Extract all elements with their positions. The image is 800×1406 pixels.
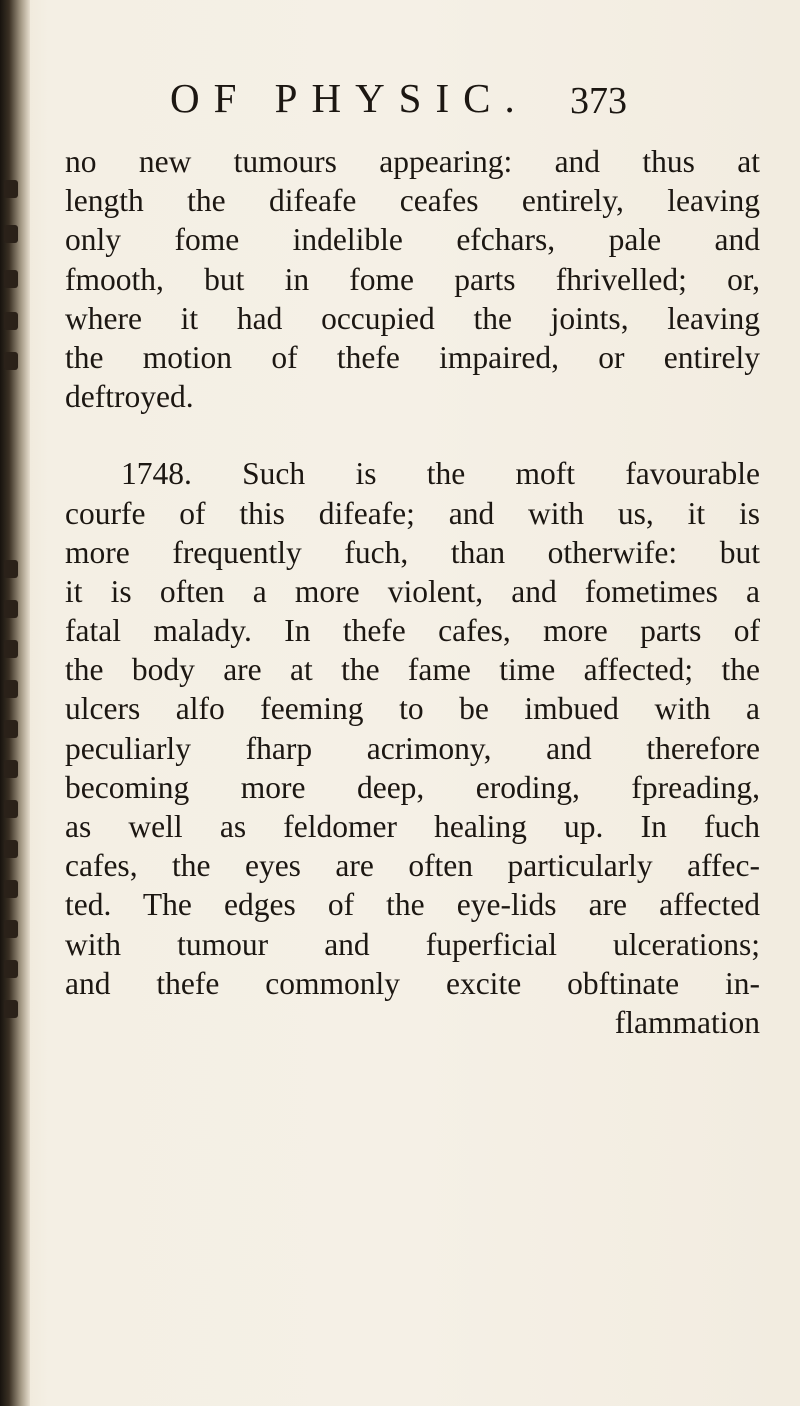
- text-line: deftroyed.: [65, 379, 194, 415]
- paragraph: [65, 142, 760, 416]
- text-line: with tumour and fuperficial ulcerations;: [65, 926, 760, 962]
- text-line: the motion of thefe impaired, or entirely: [65, 339, 760, 375]
- catchword: flammation: [614, 1004, 760, 1040]
- gutter-mark: [4, 880, 18, 898]
- gutter-mark: [4, 560, 18, 578]
- text-line: ted. The edges of the eye-lids are affected: [65, 887, 760, 923]
- text-line: as well as feldomer healing up. In fuch: [65, 809, 760, 844]
- gutter-mark: [4, 352, 18, 370]
- gutter-mark: [4, 720, 18, 738]
- text-line: ulcers alfo feeming to be imbued with a: [65, 691, 760, 727]
- text-line: courfe of this difeafe; and with us, it is: [65, 495, 760, 531]
- text-line: fmooth, but in fome parts fhrivelled; or,: [65, 261, 760, 297]
- text-line: becoming more deep, eroding, fpreading,: [65, 769, 760, 805]
- text-line: length the difeafe ceafes entirely, leaving: [65, 183, 760, 219]
- text-line: the body are at the fame time affected; the: [65, 652, 760, 688]
- page-number: 373: [570, 80, 627, 122]
- gutter-mark: [4, 180, 18, 198]
- page-header: [0, 75, 800, 138]
- gutter-mark: [4, 680, 18, 698]
- gutter-mark: [4, 270, 18, 288]
- gutter-mark: [4, 1000, 18, 1018]
- gutter-mark: [4, 312, 18, 330]
- body-text: [65, 142, 760, 1042]
- binding-gutter: [0, 0, 30, 1406]
- text-line: cafes, the eyes are often particularly affec-: [65, 848, 760, 884]
- paragraph: [65, 454, 760, 1003]
- text-line: more frequently fuch, than otherwife: but: [65, 534, 760, 570]
- gutter-mark: [4, 225, 18, 243]
- gutter-mark: [4, 920, 18, 938]
- text-line: peculiarly fharp acrimony, and therefore: [65, 730, 760, 766]
- text-line: no new tumours appearing: and thus at: [65, 144, 760, 179]
- gutter-mark: [4, 640, 18, 658]
- text-line: only fome indelible efchars, pale and: [65, 222, 760, 258]
- gutter-mark: [4, 760, 18, 778]
- gutter-mark: [4, 800, 18, 818]
- text-line: it is often a more violent, and fometimes a: [65, 573, 760, 609]
- running-head: OF PHYSIC.: [170, 75, 529, 121]
- text-line: where it had occupied the joints, leaving: [65, 300, 760, 336]
- gutter-mark: [4, 600, 18, 618]
- gutter-mark: [4, 960, 18, 978]
- gutter-mark: [4, 840, 18, 858]
- text-line: and thefe commonly excite obftinate in-: [65, 965, 760, 1001]
- text-line: 1748. Such is the moft favourable: [121, 456, 760, 492]
- paragraph-gap: [65, 416, 760, 454]
- text-line: fatal malady. In thefe cafes, more parts of: [65, 613, 760, 649]
